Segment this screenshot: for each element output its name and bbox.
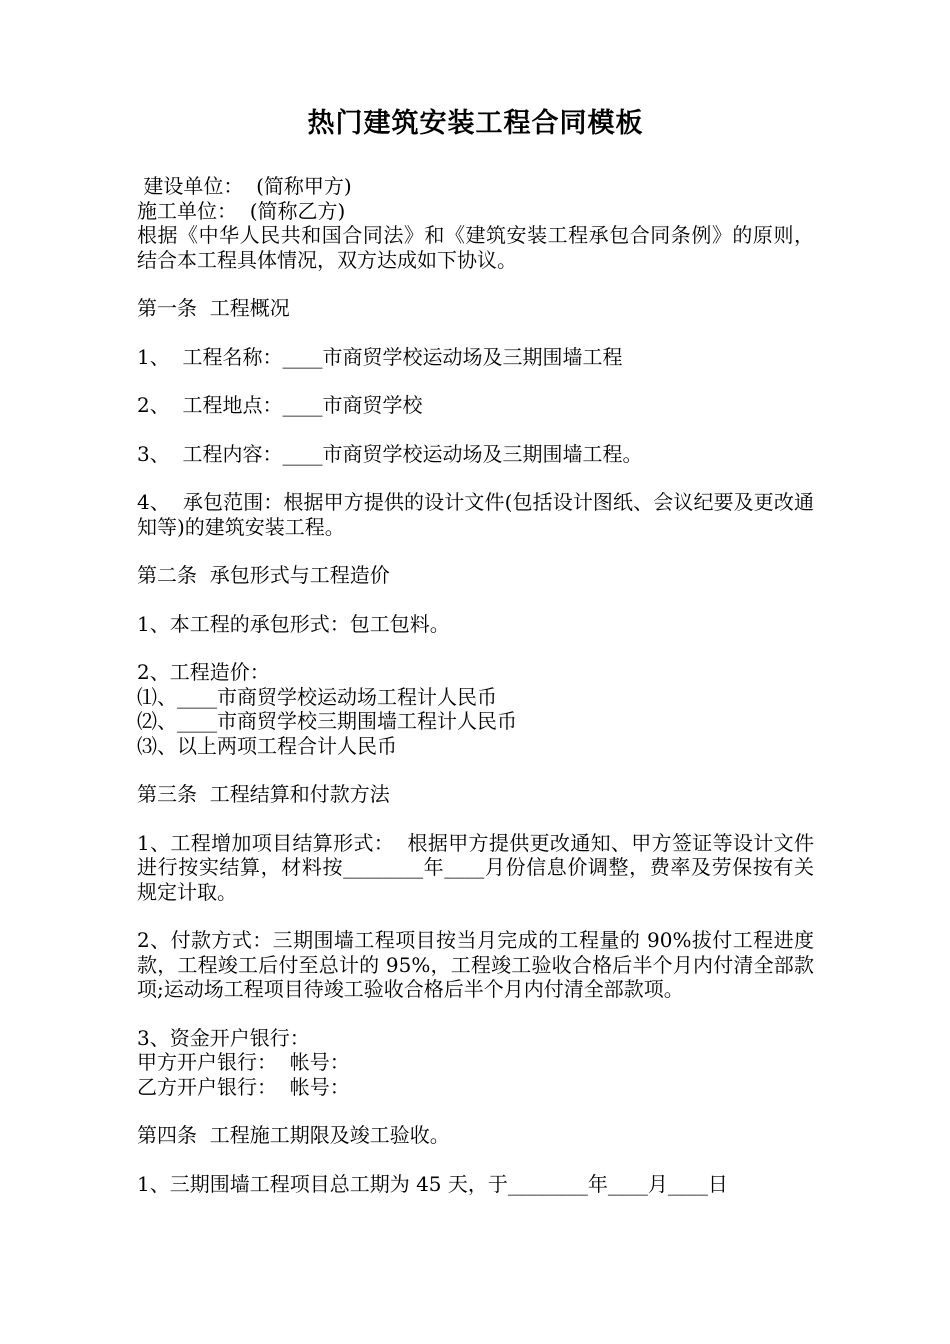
article1-item4: 4、 承包范围：根据甲方提供的设计文件(包括设计图纸、会议纪要及更改通知等)的建筑安装工程。 [137,490,814,539]
article3-heading: 第三条 工程结算和付款方法 [137,782,390,806]
article3-item3-party-a-bank: 甲方开户银行： 帐号： [137,1050,350,1074]
article1-item3: 3、 工程内容：____市商贸学校运动场及三期围墙工程。 [137,441,643,466]
article4-heading: 第四条 工程施工期限及竣工验收。 [137,1123,450,1147]
article3-item2: 2、付款方式：三期围墙工程项目按当月完成的工程量的 90%拔付工程进度款，工程竣工后付至总计的 95%，工程竣工验收合格后半个月内付清全部款项;运动场工程项目待竣工验收合格后半个月内付清全部款项。 [137,928,814,1001]
article3-item3-title: 3、资金开户银行： [137,1025,310,1050]
article2-item2-sub3: ⑶、以上两项工程合计人民币 [137,733,397,758]
party-a-line: 建设单位： (简称甲方) [137,174,352,198]
article2-item2-title: 2、工程造价： [137,660,270,684]
article2-item2-sub1: ⑴、____市商贸学校运动场工程计人民币 [137,684,497,709]
article2-item2-sub2: ⑵、____市商贸学校三期围墙工程计人民币 [137,709,517,733]
article3-item3-party-b-bank: 乙方开户银行： 帐号： [137,1074,350,1099]
contract-basis: 根据《中华人民共和国合同法》和《建筑安装工程承包合同条例》的原则，结合本工程具体情况，双方达成如下协议。 [137,223,814,272]
party-b-line: 施工单位： (简称乙方) [137,198,346,223]
document-title: 热门建筑安装工程合同模板 [307,108,644,139]
article1-item2: 2、 工程地点：____市商贸学校 [137,393,423,417]
article2-heading: 第二条 承包形式与工程造价 [137,563,390,587]
article3-item1: 1、工程增加项目结算形式： 根据甲方提供更改通知、甲方签证等设计文件进行按实结算，材料按________年____月份信息价调整，费率及劳保按有关规定计取。 [137,830,814,904]
article2-item1: 1、本工程的承包形式：包工包料。 [137,611,450,636]
article4-item1: 1、三期围墙工程项目总工期为 45 天，于________年____月____日 [137,1171,728,1196]
article1-item1: 1、 工程名称：____市商贸学校运动场及三期围墙工程 [137,344,623,369]
article1-heading: 第一条 工程概况 [137,296,290,320]
